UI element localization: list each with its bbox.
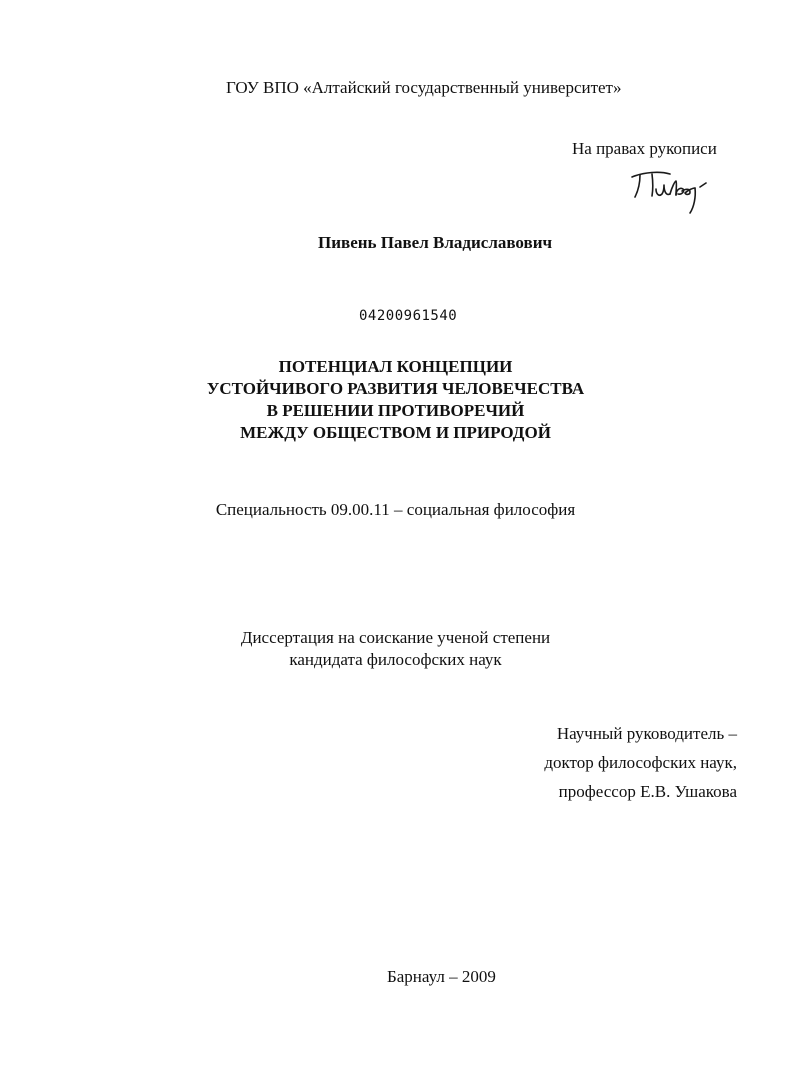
title-line: ПОТЕНЦИАЛ КОНЦЕПЦИИ (278, 357, 513, 376)
supervisor-line: Научный руководитель – (556, 724, 737, 743)
manuscript-rights-note: На правах рукописи (572, 139, 717, 158)
dissertation-title (0, 356, 791, 444)
supervisor-block (544, 719, 737, 806)
handwritten-signature (626, 163, 718, 221)
author-name: Пивень Павел Владиславович (318, 233, 553, 252)
specialty: Специальность 09.00.11 – социальная философия (215, 500, 576, 519)
supervisor-line: доктор философских наук, (544, 753, 737, 772)
degree-statement (0, 627, 791, 671)
document-code: 04200961540 (359, 308, 458, 324)
title-line: УСТОЙЧИВОГО РАЗВИТИЯ ЧЕЛОВЕЧЕСТВА (206, 379, 585, 398)
degree-line: кандидата философских наук (289, 650, 502, 669)
title-line: МЕЖДУ ОБЩЕСТВОМ И ПРИРОДОЙ (240, 423, 551, 442)
title-line: В РЕШЕНИИ ПРОТИВОРЕЧИЙ (266, 401, 525, 420)
degree-line: Диссертация на соискание ученой степени (240, 628, 551, 647)
supervisor-line: профессор Е.В. Ушакова (558, 782, 737, 801)
university-name: ГОУ ВПО «Алтайский государственный университет» (226, 78, 622, 97)
city-year: Барнаул – 2009 (387, 967, 496, 986)
